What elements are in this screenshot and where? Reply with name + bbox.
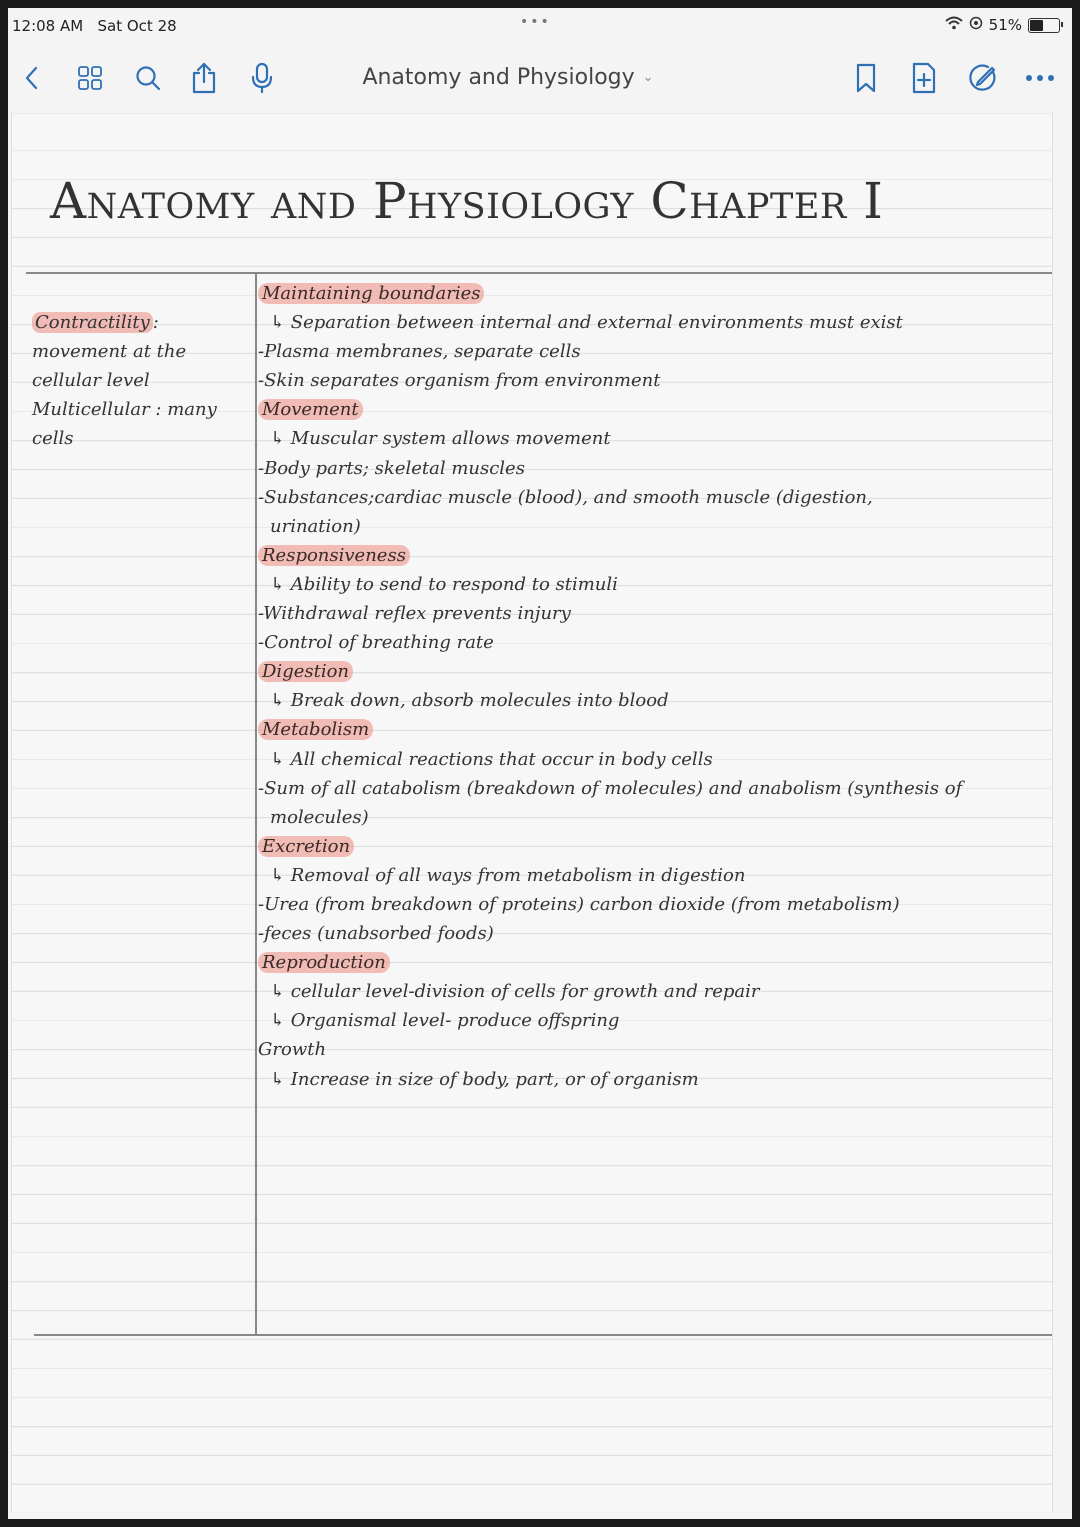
bookmark-button[interactable] [846,58,886,98]
back-button[interactable] [12,58,52,98]
chevron-down-icon: ⌄ [642,70,654,85]
note-subpoint: ↳ Increase in size of body, part, or of organism [270,1068,699,1090]
note-item: -Substances;cardiac muscle (blood), and smooth muscle (digestion, [258,486,873,508]
note-item: Growth [258,1039,327,1061]
note-subpoint: ↳ Organismal level- produce offspring [270,1010,620,1032]
notes-column [258,279,1048,1094]
note-heading: Movement [258,399,363,420]
cue-line: movement at the [32,341,187,362]
cue-line: Multicellular : many [32,399,217,420]
more-icon [1025,74,1055,82]
bookmark-icon [855,63,877,93]
note-line [258,1006,1048,1035]
more-button[interactable] [1020,58,1060,98]
note-item: -Withdrawal reflex prevents injury [258,603,571,625]
note-line [258,919,1048,948]
note-line [258,570,1048,599]
note-line [258,628,1048,657]
thumbnails-button[interactable] [70,58,110,98]
battery-icon [1028,18,1060,33]
note-item: -Sum of all catabolism (breakdown of molecules) and anabolism (synthesis of [258,777,963,799]
microphone-button[interactable] [242,58,282,98]
title-divider [26,272,1052,274]
note-line [258,1065,1048,1094]
location-icon [969,16,983,34]
add-page-icon [911,62,937,94]
search-button[interactable] [128,58,168,98]
cue-column-divider [255,272,257,1334]
note-line [258,977,1048,1006]
note-subpoint: ↳ Ability to send to respond to stimuli [270,573,618,595]
note-line [258,366,1048,395]
note-line [258,1035,1048,1064]
multitask-dots-icon[interactable]: ••• [520,14,551,30]
note-heading: Maintaining boundaries [258,283,484,304]
wifi-icon [945,16,963,34]
pencil-circle-icon [966,62,998,94]
battery-percent: 51% [988,16,1022,34]
note-line [258,308,1048,337]
note-line [258,832,1048,861]
add-page-button[interactable] [904,58,944,98]
time-text: 12:08 AM [12,17,84,35]
note-line [258,454,1048,483]
edit-mode-button[interactable] [962,58,1002,98]
date-text: Sat Oct 28 [97,17,177,35]
notebook-title-button[interactable] [328,65,688,90]
cue-column [32,308,252,453]
chapter-title: Anatomy and Physiology Chapter I [50,172,884,230]
note-heading: Reproduction [258,952,390,973]
toolbar [8,50,1072,106]
note-line [258,483,1048,512]
note-line [258,424,1048,453]
note-line [258,803,1048,832]
note-line [258,745,1048,774]
note-subpoint: ↳ Muscular system allows movement [270,428,611,450]
note-line [258,861,1048,890]
note-subpoint: ↳ Separation between internal and external environments must exist [270,312,903,334]
note-heading: Responsiveness [258,545,410,566]
notebook-title: Anatomy and Physiology [362,65,635,90]
note-item: -Skin separates organism from environment [258,370,661,392]
note-item: -Control of breathing rate [258,632,494,654]
note-subpoint: ↳ All chemical reactions that occur in body cells [270,748,713,770]
note-item: -feces (unabsorbed foods) [258,923,494,945]
note-item: -Urea (from breakdown of proteins) carbon dioxide (from metabolism) [258,893,900,915]
note-subpoint: ↳ Removal of all ways from metabolism in digestion [270,864,746,886]
note-subpoint: ↳ Break down, absorb molecules into blood [270,690,669,712]
note-line [258,512,1048,541]
microphone-icon [250,62,274,94]
note-subpoint: ↳ cellular level-division of cells for growth and repair [270,981,760,1003]
share-button[interactable] [184,58,224,98]
note-line [258,774,1048,803]
note-heading: Digestion [258,661,353,682]
status-time [12,17,177,35]
status-bar [8,8,1072,42]
cue-keyword: Contractility [32,312,153,333]
note-continuation: molecules) [270,806,369,828]
note-line [258,890,1048,919]
note-line [258,948,1048,977]
note-line [258,395,1048,424]
note-item: -Plasma membranes, separate cells [258,341,581,363]
note-line [258,715,1048,744]
note-heading: Excretion [258,836,354,857]
note-line [258,541,1048,570]
note-line [258,686,1048,715]
chevron-left-icon [21,65,43,91]
share-icon [191,62,217,94]
search-icon [134,64,162,92]
battery-fill [1030,20,1043,31]
cue-colon: : [152,312,159,333]
note-continuation: urination) [270,515,361,537]
note-line [258,337,1048,366]
notebook-page[interactable] [11,112,1053,1512]
note-line [258,279,1048,308]
note-line [258,657,1048,686]
summary-divider [34,1334,1052,1336]
cue-line: cells [32,428,74,449]
note-line [258,599,1048,628]
screen [8,8,1072,1519]
status-right [945,16,1060,34]
grid-icon [77,65,103,91]
note-heading: Metabolism [258,719,373,740]
cue-line [32,308,252,337]
note-item: -Body parts; skeletal muscles [258,457,525,479]
cue-line: cellular level [32,370,150,391]
